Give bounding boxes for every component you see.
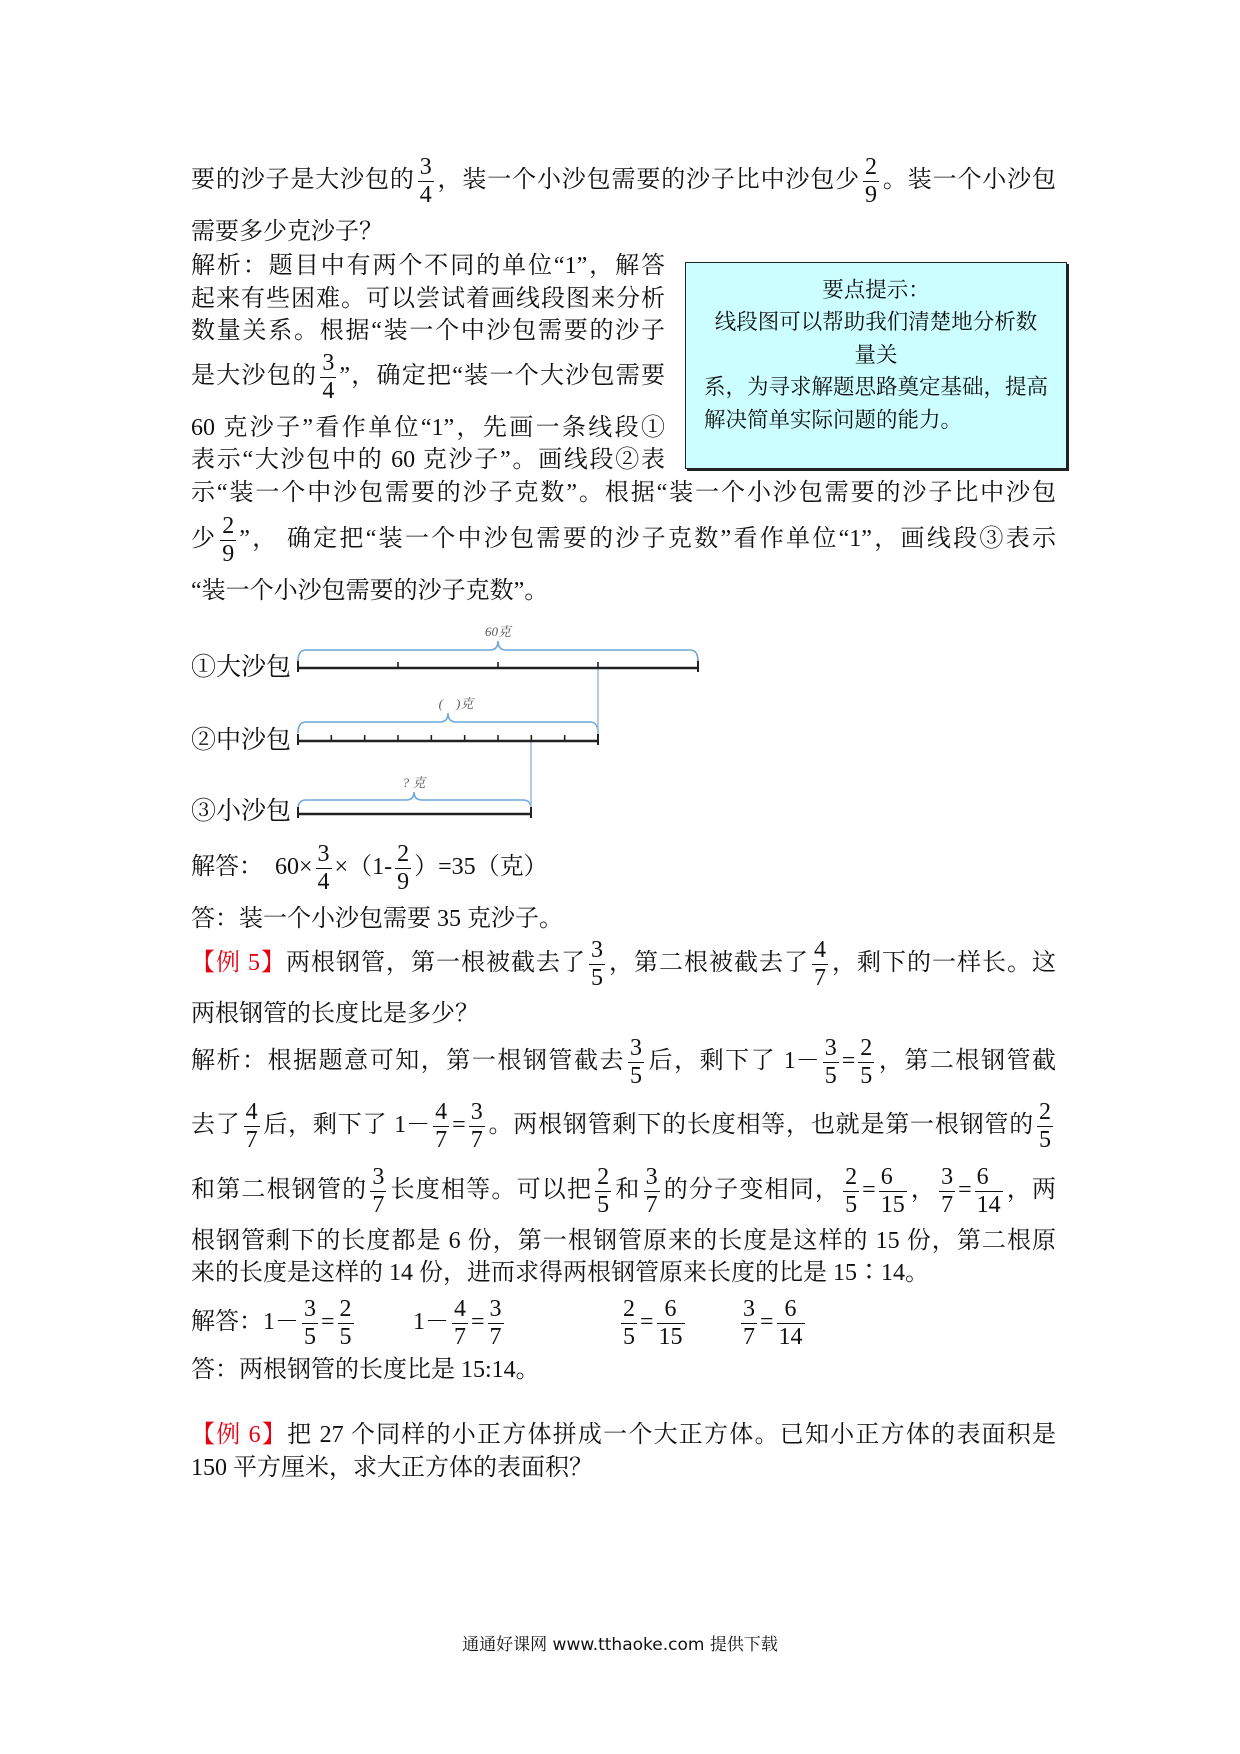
fraction: [741, 1296, 757, 1351]
fraction: [777, 1296, 805, 1351]
fraction: [812, 937, 828, 992]
text-run: 长度相等。可以把: [389, 1177, 593, 1203]
brace-label-medium-bag: ( )克: [438, 696, 474, 711]
denominator: 7: [941, 1191, 954, 1218]
analysis-line: 数量关系。根据“装一个中沙包需要的沙子: [191, 318, 665, 344]
numerator: 3: [317, 841, 330, 868]
tip-box: [685, 262, 1067, 469]
numerator: 2: [597, 1164, 610, 1191]
analysis-line: 根钢管剩下的长度都是 6 份，第一根钢管原来的长度是这样的 15 份，第二根原: [191, 1228, 1056, 1254]
denominator: 14: [976, 1191, 1001, 1218]
numerator: 2: [222, 513, 235, 540]
numerator: 3: [645, 1164, 658, 1191]
brace-label-large-bag: 60克: [484, 624, 512, 639]
denominator: 5: [1039, 1126, 1052, 1153]
segment-label-small-bag: ③小沙包: [191, 798, 292, 825]
text-run: ”， 确定把“装一个中沙包需要的沙子克数”看作单位“1”，画线段③表示: [239, 526, 1056, 552]
problem-line: 需要多少克沙子？: [191, 219, 383, 245]
text-run: 60×: [275, 854, 313, 880]
fraction: [244, 1099, 260, 1154]
denominator: 9: [865, 181, 878, 208]
denominator: 5: [845, 1191, 858, 1218]
analysis-line: 示“装一个中沙包需要的沙子克数”。根据“装一个小沙包需要的沙子比中沙包: [191, 480, 1056, 506]
text-run: 是大沙包的: [191, 363, 318, 389]
fraction: [395, 841, 411, 896]
fraction: [823, 1035, 839, 1090]
tip-line: 线段图可以帮助我们清楚地分析数: [714, 310, 1038, 334]
fraction: [628, 1035, 644, 1090]
text-run: =: [640, 1309, 654, 1335]
numerator: 3: [304, 1296, 316, 1323]
numerator: 2: [339, 1296, 352, 1323]
fraction: [433, 1099, 449, 1154]
text-run: =: [321, 1309, 335, 1335]
denominator: 5: [304, 1323, 316, 1350]
text-run: =: [452, 1112, 466, 1138]
text-run: 和: [614, 1177, 641, 1203]
text-run: ，第二根钢管截: [877, 1048, 1057, 1074]
denominator: 7: [372, 1191, 385, 1218]
tip-line: 解决简单实际问题的能力。: [704, 408, 963, 432]
denominator: 4: [322, 377, 335, 404]
solution-line: [191, 837, 548, 897]
text-run: ）=35（克）: [414, 854, 548, 880]
analysis-line: 起来有些困难。可以尝试着画线段图来分析: [191, 286, 665, 312]
fraction: [858, 1035, 874, 1090]
line-segment-diagram: [280, 615, 720, 825]
denominator: 7: [743, 1323, 755, 1350]
denominator: 4: [317, 868, 330, 895]
example-question-line: 两根钢管的长度比是多少？: [191, 1001, 479, 1027]
numerator: 3: [470, 1099, 483, 1126]
brace-small-bag: [298, 792, 531, 809]
text-run: ×（1-: [334, 854, 393, 880]
numerator: 2: [397, 841, 410, 868]
numerator: 6: [975, 1164, 1003, 1192]
text-run: ，剩下的一样长。这: [831, 950, 1056, 976]
answer-line: 答：两根钢管的长度比是 15:14。: [191, 1357, 540, 1383]
denominator: 7: [489, 1323, 502, 1350]
numerator: 4: [435, 1099, 448, 1126]
bar-ticks: [298, 661, 698, 818]
text-run: 把 27 个同样的小正方体拼成一个大正方体。已知小正方体的表面积是: [287, 1422, 1057, 1448]
text-run: ”，确定把“装一个大沙包需要: [339, 363, 666, 389]
solution-group: [738, 1292, 808, 1352]
tip-title: 要点提示：: [822, 278, 930, 302]
segment-label-medium-bag: ②中沙包: [191, 727, 292, 754]
denominator: 15: [658, 1323, 683, 1350]
denominator: 5: [630, 1062, 643, 1089]
analysis-line: “装一个小沙包需要的沙子克数”。: [191, 578, 549, 604]
text-run: 。装一个小沙包: [882, 167, 1057, 193]
numerator: 3: [824, 1035, 837, 1062]
numerator: 2: [845, 1164, 858, 1191]
page-footer: 通通好课网 www.tthaoke.com 提供下载: [462, 1635, 778, 1655]
fraction: [469, 1099, 485, 1154]
text-run: 的分子变相同，: [662, 1177, 841, 1203]
text-run: 和第二根钢管的: [191, 1177, 368, 1203]
analysis-line: [191, 509, 1056, 569]
text-run: 解析：根据题意可知，第一根钢管截去: [191, 1048, 626, 1074]
numerator: 3: [941, 1164, 954, 1191]
solution-group: [618, 1292, 688, 1352]
fraction: [1037, 1099, 1053, 1154]
example-question-line: 150 平方厘米，求大正方体的表面积？: [191, 1455, 593, 1481]
fraction: [621, 1296, 637, 1351]
text-run: =: [471, 1309, 485, 1335]
text-run: =: [958, 1177, 972, 1203]
brace-label-small-bag: ? 克: [402, 775, 426, 790]
text-run: ，装一个小沙包需要的沙子比中沙包少: [436, 167, 861, 193]
denominator: 15: [880, 1191, 905, 1218]
numerator: 3: [630, 1035, 643, 1062]
denominator: 7: [470, 1126, 483, 1153]
numerator: 3: [489, 1296, 502, 1323]
fraction: [657, 1296, 685, 1351]
analysis-line: 60 克沙子”看作单位“1”，先画一条线段①: [191, 415, 665, 441]
denominator: 9: [397, 868, 410, 895]
brace-medium-bag: [298, 713, 598, 733]
denominator: 7: [454, 1323, 466, 1350]
numerator: 6: [657, 1296, 685, 1324]
text-run: 解答：1－: [191, 1309, 299, 1335]
denominator: 9: [222, 540, 235, 567]
denominator: 5: [597, 1191, 610, 1218]
denominator: 5: [623, 1323, 635, 1350]
numerator: 3: [743, 1296, 755, 1323]
text-run: =: [841, 1048, 856, 1074]
text-run: ，两: [1005, 1177, 1057, 1203]
numerator: 4: [814, 937, 826, 964]
numerator: 6: [879, 1164, 907, 1192]
denominator: 5: [339, 1323, 352, 1350]
text-run: 要的沙子是大沙包的: [191, 167, 415, 193]
text-run: ，第二根被截去了: [608, 950, 809, 976]
numerator: 2: [860, 1035, 873, 1062]
analysis-line: 表示“大沙包中的 60 克沙子”。画线段②表: [191, 447, 665, 473]
brace-large-bag: [298, 641, 698, 661]
text-run: 后，剩下了 1－: [647, 1048, 820, 1074]
text-run: 后，剩下了 1－: [262, 1112, 431, 1138]
denominator: 5: [860, 1062, 873, 1089]
numerator: 4: [245, 1099, 258, 1126]
fraction: [589, 937, 605, 992]
denominator: 7: [245, 1126, 258, 1153]
text-run: 去了: [191, 1112, 241, 1138]
denominator: 7: [814, 964, 826, 991]
fraction: [316, 841, 332, 896]
analysis-line: [191, 1095, 1056, 1155]
analysis-line: 解析：题目中有两个不同的单位“1”，解答: [191, 253, 665, 279]
analysis-line: 来的长度是这样的 14 份，进而求得两根钢管原来长度的比是 15∶14。: [191, 1260, 929, 1286]
text-run: =: [862, 1177, 876, 1203]
numerator: 3: [372, 1164, 385, 1191]
numerator: 2: [1039, 1099, 1052, 1126]
segment-label-large-bag: ①大沙包: [191, 654, 292, 681]
denominator: 14: [778, 1323, 803, 1350]
text-run: 少: [191, 526, 218, 552]
numerator: 3: [419, 154, 432, 181]
numerator: 2: [623, 1296, 635, 1323]
numerator: 4: [454, 1296, 466, 1323]
tip-line: 系，为寻求解题思路奠定基础，提高: [704, 375, 1049, 399]
denominator: 5: [591, 964, 603, 991]
fraction: [220, 513, 236, 568]
fraction: [418, 154, 434, 209]
text-run: =: [760, 1309, 774, 1335]
numerator: 3: [591, 937, 603, 964]
numerator: 2: [865, 154, 878, 181]
text-run: 解答：: [191, 854, 263, 880]
analysis-line: [191, 1031, 1056, 1091]
numerator: 3: [322, 350, 335, 377]
denominator: 5: [824, 1062, 837, 1089]
problem-line: [191, 150, 1056, 210]
denominator: 4: [419, 181, 432, 208]
text-run: 。两根钢管剩下的长度相等，也就是第一根钢管的: [487, 1112, 1035, 1138]
fraction: [320, 350, 336, 405]
example-tag: 【例 6】: [191, 1422, 288, 1448]
analysis-line: [191, 346, 665, 406]
numerator: 6: [777, 1296, 805, 1324]
tip-line: 量关: [854, 343, 898, 367]
fraction: [863, 154, 879, 209]
text-run: ，: [909, 1177, 937, 1203]
example-tag: 【例 5】: [191, 950, 286, 976]
text-run: 两根钢管，第一根被截去了: [286, 950, 586, 976]
denominator: 7: [645, 1191, 658, 1218]
answer-line: 答：装一个小沙包需要 35 克沙子。: [191, 906, 563, 932]
text-run: 1－: [413, 1309, 449, 1335]
denominator: 7: [435, 1126, 448, 1153]
